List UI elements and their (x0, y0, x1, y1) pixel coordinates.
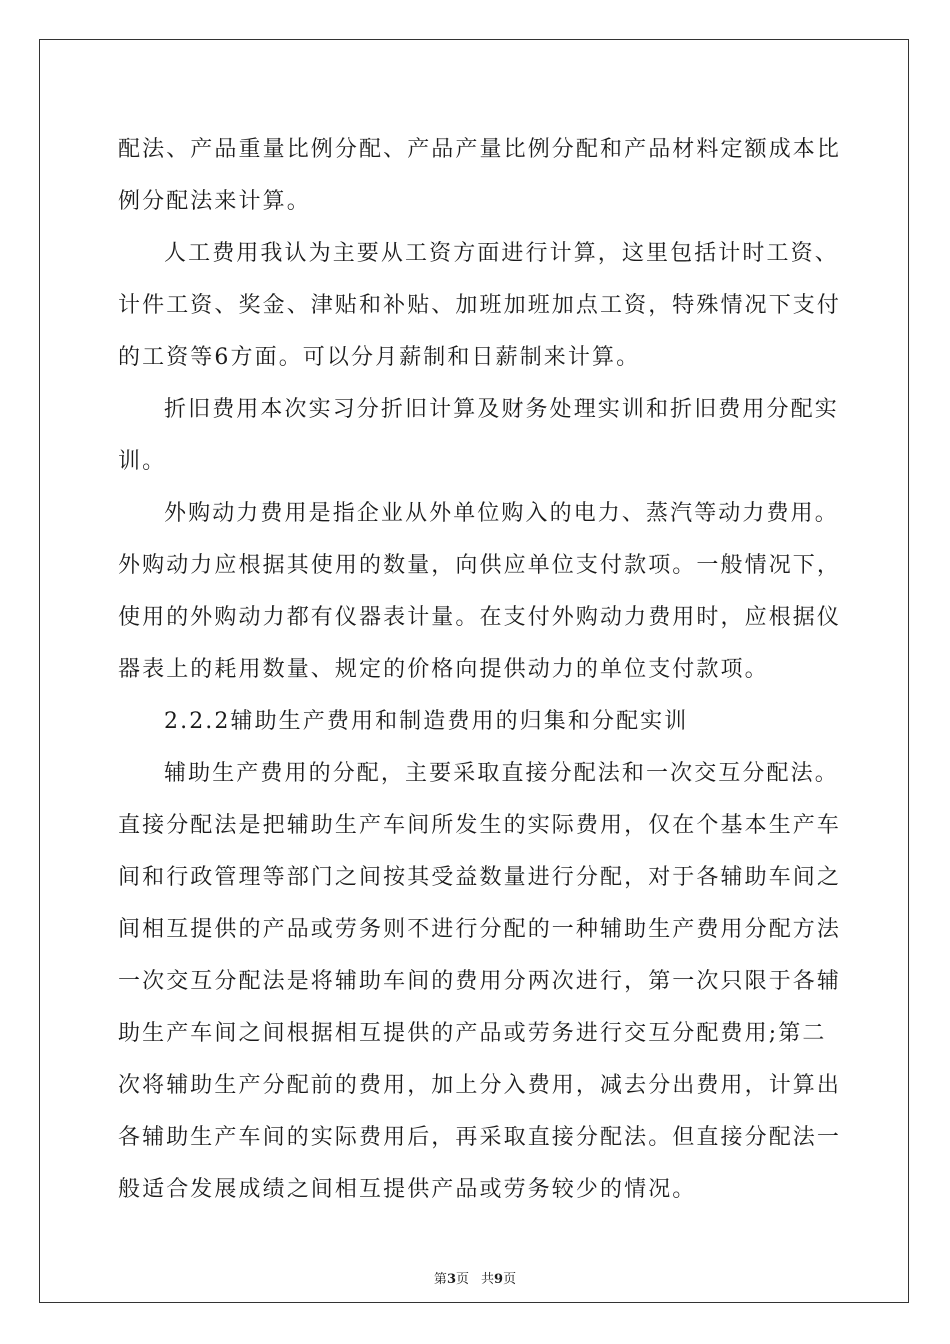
text-line: 训。 (118, 449, 167, 474)
text-line: 助生产车间之间根据相互提供的产品或劳务进行交互分配费用;第二 (118, 1021, 827, 1046)
document-body (118, 124, 842, 1216)
text-line: 的工资等6方面。可以分月薪制和日薪制来计算。 (118, 345, 641, 370)
text-line: 使用的外购动力都有仪器表计量。在支付外购动力费用时，应根据仪 (118, 605, 842, 630)
page-number: 3 (446, 1272, 456, 1287)
text-line: 间相互提供的产品或劳务则不进行分配的一种辅助生产费用分配方法 (118, 917, 842, 942)
text-line: 外购动力费用是指企业从外单位购入的电力、蒸汽等动力费用。 (164, 501, 839, 526)
text-line: 外购动力应根据其使用的数量，向供应单位支付款项。一般情况下， (118, 553, 842, 578)
text-line: 各辅助生产车间的实际费用后，再采取直接分配法。但直接分配法一 (118, 1125, 842, 1150)
text-line: 计件工资、奖金、津贴和补贴、加班加班加点工资，特殊情况下支付 (118, 293, 842, 318)
text-line: 例分配法来计算。 (118, 189, 311, 214)
text-line: 般适合发展成绩之间相互提供产品或劳务较少的情况。 (118, 1177, 697, 1202)
section-heading: 2.2.2辅助生产费用和制造费用的归集和分配实训 (164, 709, 689, 734)
total-prefix: 共 (481, 1272, 495, 1287)
page-prefix: 第 (433, 1272, 447, 1287)
text-line: 人工费用我认为主要从工资方面进行计算，这里包括计时工资、 (164, 241, 839, 266)
text-line: 间和行政管理等部门之间按其受益数量进行分配，对于各辅助车间之 (118, 865, 842, 890)
total-suffix: 页 (503, 1272, 517, 1287)
text-line: 辅助生产费用的分配，主要采取直接分配法和一次交互分配法。 (164, 761, 839, 786)
text-line: 配法、产品重量比例分配、产品产量比例分配和产品材料定额成本比 (118, 137, 842, 162)
total-pages: 9 (494, 1272, 504, 1287)
text-line: 折旧费用本次实习分折旧计算及财务处理实训和折旧费用分配实 (164, 397, 839, 422)
text-line: 器表上的耗用数量、规定的价格向提供动力的单位支付款项。 (118, 657, 769, 682)
text-line: 直接分配法是把辅助生产车间所发生的实际费用，仅在个基本生产车 (118, 813, 842, 838)
text-line: 一次交互分配法是将辅助车间的费用分两次进行，第一次只限于各辅 (118, 969, 842, 994)
page-footer (0, 1272, 950, 1288)
page-suffix: 页 (455, 1272, 469, 1287)
text-line: 次将辅助生产分配前的费用，加上分入费用，减去分出费用，计算出 (118, 1073, 842, 1098)
